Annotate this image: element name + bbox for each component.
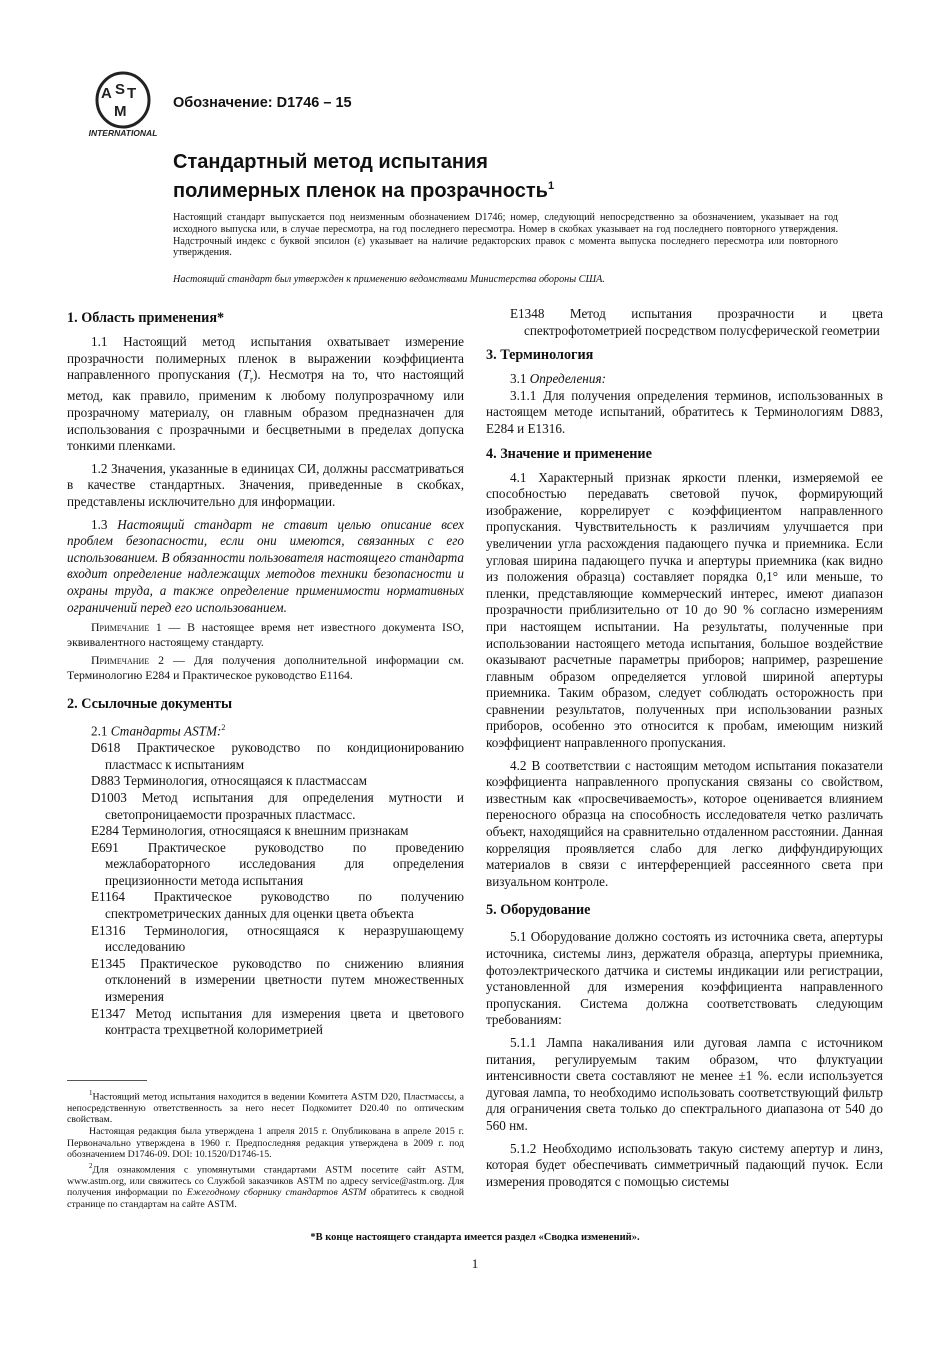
reference-list (67, 740, 464, 1039)
footnote-1-continued: Настоящая редакция была утверждена 1 апреля 2015 г. Опубликована в апреле 2015 г. Первоначально утверждена в 1960 г. Предпоследняя редакция утверждена в 2009 г. под обозначением D1746-09. DOI: 10.1520/D1746-15. (67, 1126, 464, 1161)
paragraph-4-1: 4.1 Характерный признак яркости пленки, измеряемой ее способностью передавать световой пучок, формирующий изображение, коррелирует с коэффициентом направленного пропускания. Чувствительность к различиям улучшается при увеличении угла расхождения падающего пучка и приемника. Если угловая ширина падающего пучка и апертуры приемника (как видно из положения образца) составляет порядка 0,1° или меньше, то пленки, представляющие коммерческий интерес, имеют диапазон прозрачности приблизительно от 10 до 90 % согласно измерениям при настоящем испытании. На результаты, полученные при использовании настоящего метода испытания, большое воздействие оказывают расчетные параметры приборов; например, разрешение главным образом определяется угловой шириной апертуры приемника. Таким образом, следует соблюдать осторожность при сравнении результатов, полученных при использовании разных приборов, особенно это относится к пробам, имеющим низкий коэффициент направленного пропускания. (486, 469, 883, 751)
paragraph-1-2: 1.2 Значения, указанные в единицах СИ, должны рассматриваться в качестве стандартных. Значения, приведенные в скобках, представлены исключительно для информации. (67, 460, 464, 509)
footnote-rule (67, 1080, 147, 1081)
section-5-heading: 5. Оборудование (486, 902, 591, 919)
reference-item: E1347 Метод испытания для измерения цвета и цветового контраста трехцветной колориметрией (91, 1005, 464, 1038)
reference-item: D883 Терминология, относящаяся к пластмассам (91, 773, 367, 789)
paragraph-3-1-1: 3.1.1 Для получения определения терминов, использованных в настоящем методе испытаний, обратитесь к Терминологиям D883, E284 и E1316. (486, 387, 883, 436)
paragraph-4-2: 4.2 В соответствии с настоящим методом испытания показатели коэффициента направленного пропускания связаны со свойством, известным как «просвечиваемость», которое оценивается влиянием переносного образца на способность исследователя четко различать объект, находящийся на сравнительно отдаленном расстоянии. Данная корреляция проявляется слабо для легко диффундирующих материалов в связи с интерференцией рассеянного света при визуальном контроле. (486, 757, 883, 889)
reference-item: E691 Практическое руководство по проведению межлабораторного исследования для определения прецизионности метода испытания (91, 839, 464, 888)
page-title: Стандартный метод испытания полимерных пленок на прозрачность$^1$ (173, 151, 555, 202)
section-2-heading: 2. Ссылочные документы (67, 696, 233, 713)
approval-note: Настоящий стандарт был утвержден к применению ведомствами Министерства обороны США. (173, 274, 605, 285)
section-3-heading: 3. Терминология (486, 347, 594, 364)
reference-item: E1345 Практическое руководство по снижению влияния отклонений в измерении цветности путем множественных измерения (91, 955, 464, 1005)
footnote-2: $^2$Для ознакомления с упомянутыми стандартами ASTM посетите сайт ASTM, www.astm.org, или свяжитесь со Службой заказчиков ASTM по адресу service@astm.org. Для получения информации по Ежегодному сборнику стандартов ASTM обратитесь к сводной странице по стандартам на сайте ASTM. (67, 1161, 464, 1210)
note-1: Примечание 1 — В настоящее время нет известного документа ISO, эквивалентного настоящему стандарту. (67, 620, 464, 649)
subsection-3-1: 3.1 Определения: (510, 371, 606, 387)
reference-item: D618 Практическое руководство по кондиционированию пластмасс к испытаниям (91, 740, 464, 772)
paragraph-5-1: 5.1 Оборудование должно состоять из источника света, апертуры источника, системы линз, держателя образца, апертуры приемника, фотоэлектрического датчика и системы индикации или регистрации, установленной для измерения коэффициента направленного пропускания. Система должна соответствовать следующим требованиям: (486, 929, 883, 1028)
svg-text:S: S (115, 81, 126, 98)
reference-item: E1316 Терминология, относящаяся к неразрушающему исследованию (91, 922, 464, 955)
svg-text:A: A (101, 85, 112, 102)
svg-text:T: T (127, 85, 137, 102)
reference-item: E1164 Практическое руководство по получению спектрометрических данных для оценки цвета объекта (91, 889, 464, 922)
footnotes (67, 1088, 464, 1210)
right-column (486, 306, 883, 1190)
designation: Обозначение: D1746 – 15 (173, 95, 352, 111)
subsection-2-1: 2.1 Стандарты ASTM:$^2$ (91, 723, 226, 739)
paragraph-1-3: 1.3 Настоящий стандарт не ставит целью описание всех проблем безопасности, если они имеются, связанных с его использованием. В обязанности пользователя настоящего стандарта входит определение надлежащих методов техники безопасности и охраны труда, а также определение применимости нормативных ограничений перед его использованием. (67, 516, 465, 615)
svg-text:INTERNATIONAL: INTERNATIONAL (88, 128, 158, 138)
reference-item: D1003 Метод испытания для определения мутности и светопроницаемости прозрачных пластмасс. (91, 789, 464, 822)
section-4-heading: 4. Значение и применение (486, 445, 652, 462)
reference-item: E1348 Метод испытания прозрачности и цвета спектрофотометрией посредством полусферической геометрии (510, 306, 883, 338)
summary-of-changes-note: *В конце настоящего стандарта имеется раздел «Сводка изменений». (310, 1232, 640, 1243)
reference-list-continued (486, 306, 883, 339)
reference-item: E284 Терминология, относящаяся к внешним признакам (91, 823, 409, 839)
paragraph-5-1-2: 5.1.2 Необходимо использовать такую систему апертур и линз, которая будет обеспечивать симметричный падающий пучок. Если измерения проводятся с помощью системы (486, 1140, 883, 1189)
section-1-heading: 1. Область применения* (67, 310, 225, 326)
paragraph-5-1-1: 5.1.1 Лампа накаливания или дуговая лампа с источником питания, регулируемым таким образом, что флуктуации интенсивности света составляют не менее ±1 %. если используется дуговая лампа, то необходимо использовать соответствующий фильтр для ограничения света только до спектрального диапазона от 540 до 560 нм. (486, 1034, 883, 1133)
footnote-1: $^1$Настоящий метод испытания находится в ведении Комитета ASTM D20, Пластмассы, а непосредственную ответственность за него несет Подкомитет D20.40 по оптическим свойствам. (67, 1089, 464, 1126)
note-2: Примечание 2 — Для получения дополнительной информации см. Терминологию E284 и Практическое руководство E1164. (67, 653, 464, 682)
astm-logo-icon (83, 70, 163, 138)
intro-paragraph: Настоящий стандарт выпускается под неизменным обозначением D1746; номер, следующий непосредственно за обозначением, указывает на год исходного выпуска или, в случае пересмотра, на год последнего пересмотра. Номер в скобках указывает на год последнего повторного утверждения. Надстрочный индекс с буквой эпсилон (ε) указывает на наличие редакторских правок с момента выпуска последнего пересмотра или повторного утверждения. (173, 212, 838, 259)
left-column (67, 306, 464, 1039)
page-number: 1 (471, 1256, 479, 1271)
svg-text:M: M (114, 103, 127, 120)
paragraph-1-1: 1.1 Настоящий метод испытания охватывает измерение прозрачности полимерных пленок в выражении коэффициента направленного пропускания $(T_r)$. Несмотря на то, что настоящий метод, как правило, применим к любому полупрозрачному или прозрачному материалу, он главным образом предназначен для использования с прозрачными и бесцветными в пределах допуска тонкими пленками. (67, 334, 464, 454)
